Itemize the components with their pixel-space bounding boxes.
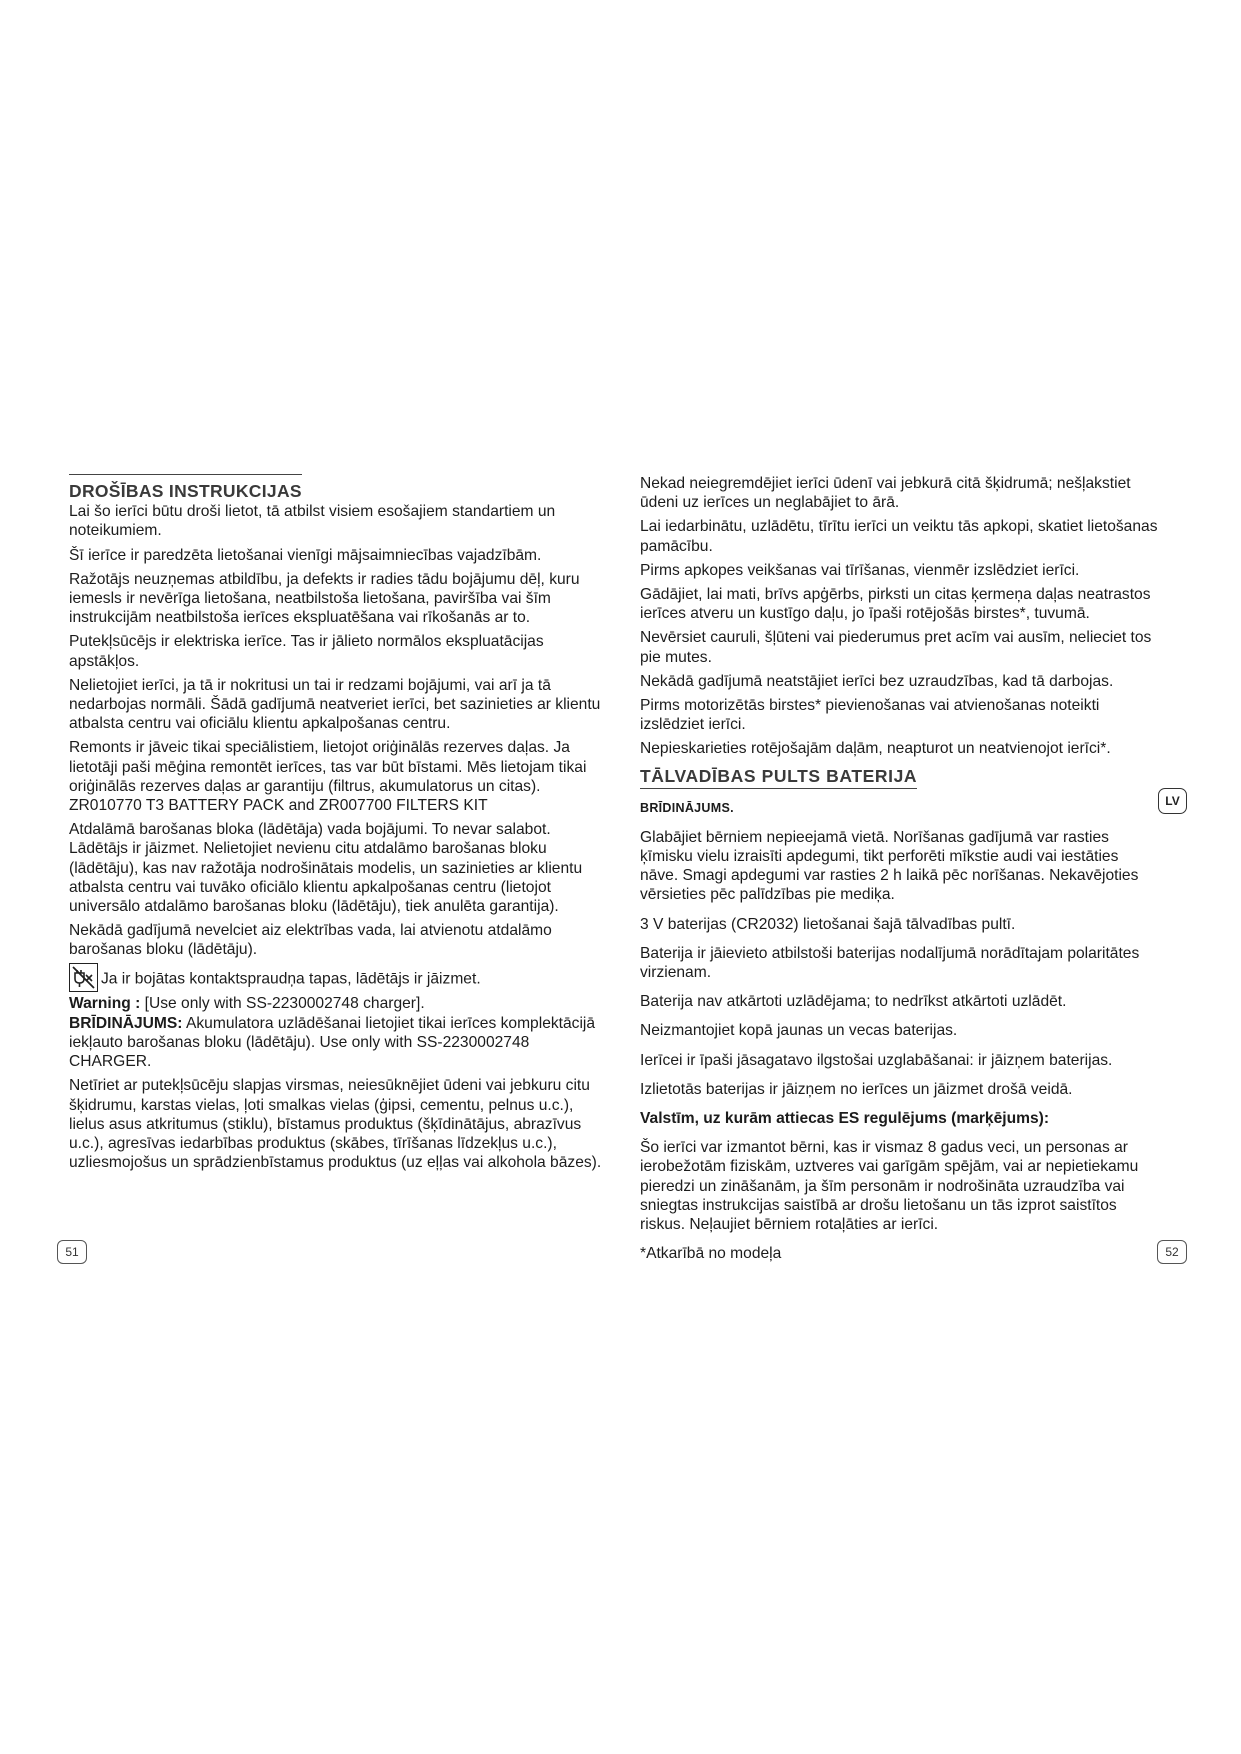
paragraph: Nekādā gadījumā nevelciet aiz elektrības vada, lai atvienotu atdalāmo barošanas bloku (lādētāju). [69,922,552,959]
safety-heading: DROŠĪBAS INSTRUKCIJAS [69,474,302,501]
paragraph: Putekļsūcējs ir elektriska ierīce. Tas ir jālieto normālos ekspluatācijas apstākļos. [69,633,544,670]
paragraph: Izlietotās baterijas ir jāizņem no ierīces un jāizmet drošā veidā. [640,1080,1073,1098]
paragraph: Lai iedarbinātu, uzlādētu, tīrītu ierīci un veiktu tās apkopi, skatiet lietošanas pamācību. [640,518,1158,555]
bridinajums-paragraph [69,1014,602,1072]
paragraph: Lai šo ierīci būtu droši lietot, tā atbilst visiem esošajiem standartiem un noteikumiem. [69,503,556,540]
battery-subheading: BRĪDINĀJUMS. [640,800,734,815]
paragraph: Pirms motorizētās birstes* pievienošanas vai atvienošanas noteikti izslēdziet ierīci. [640,697,1100,734]
damaged-plug-icon [69,963,98,992]
paragraph: Baterija nav atkārtoti uzlādējama; to nedrīkst atkārtoti uzlādēt. [640,993,1067,1011]
right-column [640,474,1160,1269]
paragraph: Glabājiet bērniem nepieejamā vietā. Norīšanas gadījumā var rasties ķīmisku vielu izraisīti apdegumi, tikt perforēti mīkstie audi vai iestāties nāve. Smagi apdegumi var rasties 2 h laikā pēc norīšanas. Nekavējoties vērsieties pēc palīdzības pie mediķa. [640,828,1139,904]
paragraph: Nevērsiet cauruli, šļūteni vai piederumus pret acīm vai ausīm, nelieciet tos pie mutes. [640,629,1152,666]
bridinajums-label: BRĪDINĀJUMS: [69,1014,183,1032]
paragraph: Nepieskarieties rotējošajām daļām, neapturot un neatvienojot ierīci*. [640,740,1111,758]
warning-label: Warning : [69,994,141,1012]
plug-warning-text: Ja ir bojātas kontaktspraudņa tapas, lādētājs ir jāizmet. [101,970,481,988]
paragraph: Remonts ir jāveic tikai speciālistiem, lietojot oriģinālās rezerves daļas. Ja lietotāji paši mēģina remontēt ierīces, tas var būt bīstami. Mēs lietojam tikai oriģinālās rezerves daļas ar garantiju (filtrus, akumulatorus un citas). ZR010770 T3 BATTERY PACK and ZR007700 FILTERS KIT [69,739,587,815]
battery-heading: TĀLVADĪBAS PULTS BATERIJA [640,766,917,789]
paragraph: Nekādā gadījumā neatstājiet ierīci bez uzraudzības, kad tā darbojas. [640,672,1114,690]
paragraph: Gādājiet, lai mati, brīvs apģērbs, pirksti un citas ķermeņa daļas neatrastos ierīces atveru un kustīgo daļu, jo īpaši rotējošās birstes*, tuvumā. [640,586,1151,623]
paragraph: Pirms apkopes veikšanas vai tīrīšanas, vienmēr izslēdziet ierīci. [640,561,1080,579]
warning-line [69,994,602,1013]
footnote: *Atkarībā no modeļa [640,1245,782,1263]
paragraph: 3 V baterijas (CR2032) lietošanai šajā tālvadības pultī. [640,915,1016,933]
paragraph: Baterija ir jāievieto atbilstoši baterijas nodalījumā norādītajam polaritātes virzienam. [640,944,1140,982]
paragraph: Ierīcei ir īpaši jāsagatavo ilgstošai uzglabāšanai: ir jāizņem baterijas. [640,1051,1113,1069]
page-number-left: 51 [57,1240,87,1264]
paragraph: Nelietojiet ierīci, ja tā ir nokritusi un tai ir redzami bojājumi, vai arī ja tā nedarbojas normāli. Šādā gadījumā neatveriet ierīci, bet sazinieties ar klientu atbalsta centru vai oficiālu klientu apkalpošanas centru. [69,676,601,733]
paragraph: Netīriet ar putekļsūcēju slapjas virsmas, neiesūknējiet ūdeni vai jebkuru citu šķidrumu, karstas vielas, ļoti smalkas vielas (ģipsi, cementu, pelnus u.c.), lielus asus atkritumus (stiklu), bīstamus produktus (šķīdinātājus, abrazīvus u.c.), agresīvas iedarbības produktus (skābes, tīrīšanas līdzekļus u.c.), uzliesmojošus un sprādzienbīstamus produktus (uz eļļas vai alkohola bāzes). [69,1077,602,1172]
warning-text: [Use only with SS-2230002748 charger]. [140,994,425,1012]
page-number-right: 52 [1157,1240,1187,1264]
plug-warning-line [69,965,602,994]
language-badge: LV [1158,788,1187,814]
paragraph: Atdalāmā barošanas bloka (lādētāja) vada bojājumi. To nevar salabot. Lādētājs ir jāizmet. Nelietojiet nevienu citu atdalāmo barošanas bloku (lādētāju), kas nav ražotāja nodrošinātais modelis, un sazinieties ar klientu atbalsta centru vai tuvāko oficiālo klientu apkalpošanas centru (lietojot universālo atdalāmo barošanas bloku (lādētāju), tiek anulēta garantija). [69,821,583,916]
paragraph: Nekad neiegremdējiet ierīci ūdenī vai jebkurā citā šķidrumā; nešļakstiet ūdeni uz ierīces un neglabājiet to ārā. [640,475,1131,512]
eu-heading: Valstīm, uz kurām attiecas ES regulējums (marķējums): [640,1110,1050,1128]
eu-paragraph: Šo ierīci var izmantot bērni, kas ir vismaz 8 gadus veci, un personas ar ierobežotām fiziskām, uztveres vai garīgām spējām, vai ar nepietiekamu pieredzi un zināšanām, ja šīm personām ir nodrošināta uzraudzība vai sniegtas instrukcijas saistībā ar drošu lietošanu un tās izprot saistītos riskus. Neļaujiet bērniem rotaļāties ar ierīci. [640,1139,1139,1234]
paragraph: Šī ierīce ir paredzēta lietošanai vienīgi mājsaimniecības vajadzībām. [69,546,542,564]
paragraph: Ražotājs neuzņemas atbildību, ja defekts ir radies tādu bojājumu dēļ, kuru iemesls ir nevērīga lietošana, neatbilstoša lietošana, paviršība vai šīm instrukcijām neatbilstoša ierīces ekspluatēšana vai rīkošanās ar to. [69,570,580,627]
bridinajums-text: Akumulatora uzlādēšanai lietojiet tikai ierīces komplektācijā iekļauto barošanas bloku (lādētāju). Use only with SS-2230002748 CHARGER. [69,1014,596,1071]
paragraph: Neizmantojiet kopā jaunas un vecas baterijas. [640,1022,958,1040]
left-column [69,474,602,1178]
